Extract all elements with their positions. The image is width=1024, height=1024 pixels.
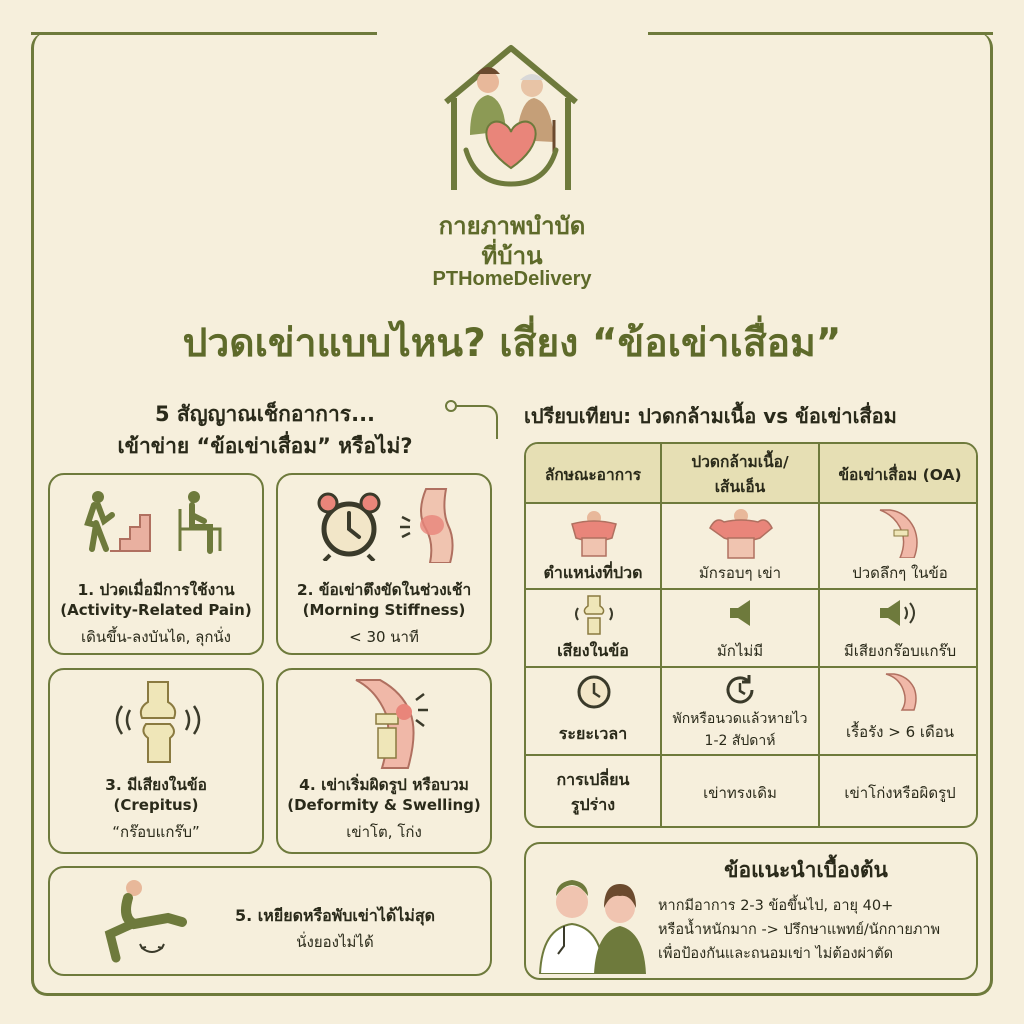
swollen-knee-icon <box>342 678 438 770</box>
advice-line-1: หากมีอาการ 2-3 ข้อขึ้นไป, อายุ 40+ <box>658 898 894 914</box>
page-title: ปวดเข่าแบบไหน? เสี่ยง “ข้อเข่าเสื่อม” <box>182 321 842 366</box>
row-shape-label-line1: การเปลี่ยน <box>556 770 630 789</box>
symptom-4-title: 4. เข่าเริ่มผิดรูป หรือบวม <box>299 776 469 794</box>
row-divider-1 <box>526 588 976 590</box>
row-duration-oa: เรื้อรัง > 6 เดือน <box>845 723 955 741</box>
symptom-5-title: 5. เหยียดหรือพับเข่าได้ไม่สุด <box>235 906 435 925</box>
home-care-logo-icon <box>436 40 586 200</box>
row-duration-muscle-line1: พักหรือนวดแล้วหายไว <box>672 711 808 727</box>
row-location-label: ตำแหน่งที่ปวด <box>543 562 643 582</box>
row-duration-muscle <box>662 708 818 752</box>
symptom-card-5 <box>48 866 492 976</box>
symptom-2-subtitle: (Morning Stiffness) <box>302 601 466 619</box>
header-symptom: ลักษณะอาการ <box>544 465 642 484</box>
knee-pain-icon <box>396 487 466 563</box>
comparison-table <box>524 442 978 828</box>
symptom-card-4 <box>276 668 492 854</box>
speaker-low-icon <box>728 598 756 628</box>
row-divider-2 <box>526 666 976 668</box>
row-location-muscle: มักรอบๆ เข่า <box>698 564 782 582</box>
symptom-1-detail: เดินขึ้น-ลงบันได, ลุกนั่ง <box>80 628 231 646</box>
chronic-knee-icon <box>882 672 918 712</box>
alarm-clock-icon <box>314 489 384 561</box>
symptom-3-detail: “กร๊อบแกร๊บ” <box>112 823 200 841</box>
row-shape-label-line2: รูปร่าง <box>570 795 616 814</box>
brand-name-en: PTHomeDelivery <box>432 268 592 290</box>
recovery-clock-icon <box>722 672 758 708</box>
advice-line-3: เพื่อป้องกันและถนอมเข่า ไม่ต้องผ่าตัด <box>658 946 894 962</box>
brand-name-line2: ที่บ้าน <box>481 242 543 270</box>
clock-icon <box>576 674 612 710</box>
symptom-3-subtitle: (Crepitus) <box>113 796 199 814</box>
symptom-5-subtitle: นั่งยองไม่ได้ <box>296 933 374 951</box>
row-shape-label <box>526 758 660 828</box>
advice-box <box>524 842 978 980</box>
symptom-1-title: 1. ปวดเมื่อมีการใช้งาน <box>77 581 235 599</box>
row-location-oa: ปวดลึกๆ ในข้อ <box>852 564 948 582</box>
frame-top-left <box>31 32 377 35</box>
symptom-1-subtitle: (Activity-Related Pain) <box>60 601 252 619</box>
frame-top-right <box>648 32 993 35</box>
row-duration-muscle-line2: 1-2 สัปดาห์ <box>704 733 776 749</box>
comparison-heading: เปรียบเทียบ: ปวดกล้ามเนื้อ vs ข้อเข่าเสื่อม <box>524 404 897 428</box>
speaker-loud-icon <box>878 598 918 628</box>
muscle-body-icon <box>566 510 622 558</box>
connector-dot <box>445 400 457 412</box>
stairs-walking-icon <box>80 487 160 555</box>
doctors-icon <box>536 874 656 974</box>
symptom-2-title: 2. ข้อเข่าตึงขัดในช่วงเช้า <box>296 581 472 599</box>
symptom-card-2 <box>276 473 492 655</box>
row-sound-label: เสียงในข้อ <box>557 640 629 660</box>
advice-line-2: หรือน้ำหนักมาก -> ปรึกษาแพทย์/นักกายภาพ <box>658 922 941 938</box>
knee-joint-icon <box>876 508 920 558</box>
squat-limited-icon <box>94 878 190 968</box>
symptom-2-detail: < 30 นาที <box>349 628 419 646</box>
row-sound-oa: มีเสียงกร๊อบแกร๊บ <box>843 642 957 660</box>
symptom-3-title: 3. มีเสียงในข้อ <box>105 776 207 794</box>
muscle-body-icon-2 <box>706 508 776 560</box>
header-muscle <box>662 444 818 504</box>
symptom-card-3 <box>48 668 264 854</box>
sit-to-stand-icon <box>172 489 232 555</box>
row-sound-muscle: มักไม่มี <box>716 642 764 660</box>
row-divider-3 <box>526 754 976 756</box>
row-shape-muscle: เข่าทรงเดิม <box>703 784 777 802</box>
header-oa: ข้อเข่าเสื่อม (OA) <box>838 465 962 484</box>
advice-title: ข้อแนะนำเบื้องต้น <box>724 858 888 882</box>
checklist-heading-line2: เข้าข่าย “ข้อเข่าเสื่อม” หรือไม่? <box>117 434 413 458</box>
knee-joint-crepitus-icon <box>110 680 206 764</box>
row-shape-oa: เข่าโก่งหรือผิดรูป <box>844 784 956 802</box>
checklist-heading-line1: 5 สัญญาณเช็กอาการ... <box>154 402 376 426</box>
brand-name-line1: กายภาพบำบัด <box>438 212 586 240</box>
connector-line <box>450 405 498 439</box>
row-duration-label: ระยะเวลา <box>558 723 628 743</box>
symptom-card-1 <box>48 473 264 655</box>
symptom-4-subtitle: (Deformity & Swelling) <box>287 796 481 814</box>
header-muscle-line2: เส้นเอ็น <box>714 478 766 496</box>
header-muscle-line1: ปวดกล้ามเนื้อ/ <box>691 453 789 471</box>
joint-sound-icon <box>572 594 616 636</box>
symptom-4-detail: เข่าโต, โก่ง <box>346 823 422 841</box>
